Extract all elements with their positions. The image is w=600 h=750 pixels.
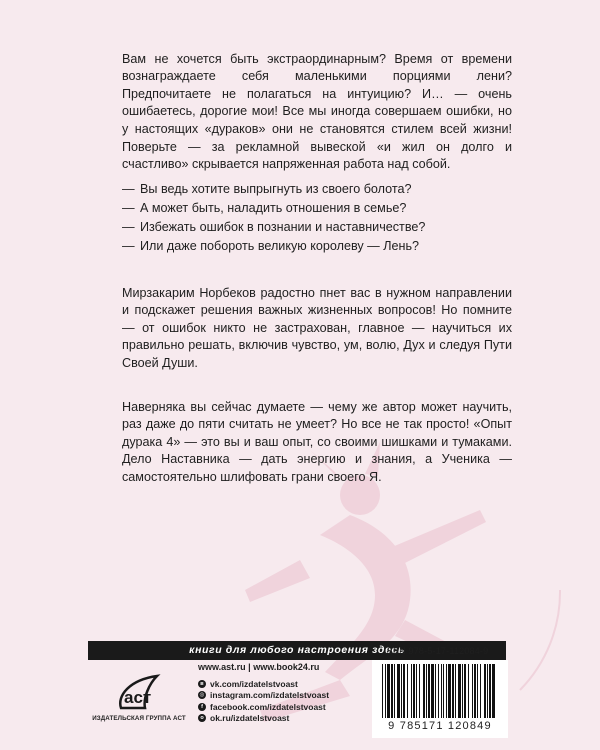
ast-logo-icon bbox=[115, 672, 163, 712]
social-link[interactable]: f facebook.com/izdatelstvoast bbox=[198, 701, 329, 713]
list-item: — Вы ведь хотите выпрыгнуть из своего болота? bbox=[122, 182, 412, 196]
slogan-band: книги для любого настроения здесь bbox=[88, 641, 506, 660]
barcode-digits: 9 785171 120849 bbox=[388, 720, 492, 732]
list-item: — Или даже побороть великую королеву — Лень? bbox=[122, 239, 420, 253]
barcode bbox=[372, 660, 508, 738]
closing-paragraph: Наверняка вы сейчас думаете — чему же автор может научить, раз даже до пяти считать не умеет? Но все не так просто! «Опыт дурака 4» — это вы и ваш опыт, со своими шишками и тумаками. Дело Наставника — дать энергию и знания, а Ученика — самостоятельно шлифовать грани своего Я. bbox=[122, 399, 512, 484]
questions-list bbox=[122, 180, 522, 256]
intro-paragraph: Вам не хочется быть экстраординарным? Время от времени вознаграждаете себя маленькими порциями лени? Предпочитаете не полагаться на интуицию? И… — очень ошибаетесь, дорогие мои! Все мы иногда совершаем ошибки, но у настоящих «дураков» они не становятся стилем всей жизни! Поверьте — за рекламной вывеской «и жил он долго и счастливо» скрывается напряженная работа над собой. bbox=[122, 51, 512, 172]
social-link[interactable]: ◎ instagram.com/izdatelstvoast bbox=[199, 690, 330, 701]
social-link[interactable]: в vk.com/izdatelstvoast bbox=[198, 678, 329, 690]
instagram-icon: ◎ bbox=[199, 692, 205, 699]
svg-text:аст: аст bbox=[124, 688, 152, 707]
publisher-caption: ИЗДАТЕЛЬСКАЯ ГРУППА АСТ bbox=[92, 715, 186, 722]
author-paragraph: Мирзакарим Норбеков радостно пнет вас в нужном направлении и подскажет решения важных жизненных вопросов! Но помните — от ошибок никто не застрахован, главное — научиться их правильно решать, включив чувство, ум, волю, Дух и следуя Пути Своей Души. bbox=[122, 285, 512, 370]
isbn-label: ISBN 978-5-17-112084-9 bbox=[384, 646, 489, 656]
facebook-icon: f bbox=[198, 703, 206, 711]
publisher-links bbox=[198, 662, 329, 724]
publisher-logo bbox=[90, 672, 188, 722]
odnoklassniki-icon: о bbox=[198, 714, 206, 722]
list-item: — Избежать ошибок в познании и наставничестве? bbox=[122, 220, 426, 234]
list-item: — А может быть, наладить отношения в семье? bbox=[122, 201, 407, 215]
barcode-bars-icon bbox=[380, 664, 500, 720]
social-link[interactable]: о ok.ru/izdatelstvoast bbox=[198, 713, 329, 725]
website-links[interactable]: www.ast.ru | www.book24.ru bbox=[198, 662, 320, 672]
vk-icon: в bbox=[198, 680, 206, 688]
